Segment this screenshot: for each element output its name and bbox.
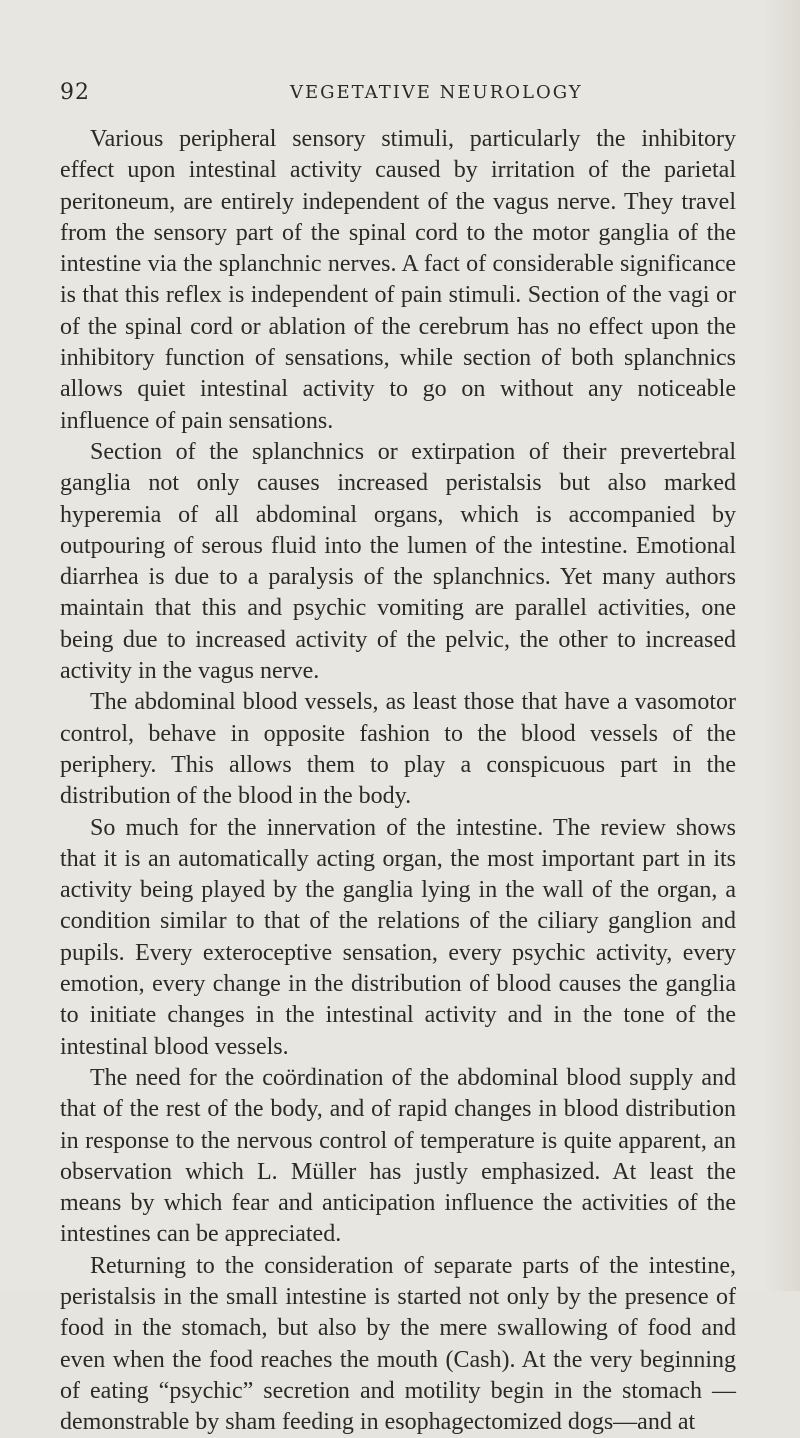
paragraph: Section of the splanchnics or extirpation of their prevertebral ganglia not only causes increased peristalsis but also marked hyperemia of all abdominal organs, which is accompanied by outpouring of serous fluid into the lumen of the intestine. Emotional diarrhea is due to a paralysis of the splanchnics. Yet many authors maintain that this and psychic vomiting are parallel activities, one being due to increased activity of the pelvic, the other to increased activity in the vagus nerve. [60, 438, 736, 685]
paragraph: So much for the innervation of the intestine. The review shows that it is an automatically acting organ, the most important part in its activity being played by the ganglia lying in the wall of the organ, a condition similar to that of the relations of the ciliary ganglion and pupils. Every exteroceptive sensation, every psychic activity, every emotion, every change in the distribution of blood causes the ganglia to initiate changes in the intestinal activity and in the tone of the intestinal blood vessels. [60, 814, 736, 1060]
page-edge-shadow [764, 0, 800, 1291]
paragraph: Various peripheral sensory stimuli, particularly the inhibitory effect upon intestinal activity caused by irritation of the parietal peritoneum, are entirely independent of the vagus nerve. They travel from the sensory part of the spinal cord to the motor ganglia of the intestine via the splanchnic nerves. A fact of considerable significance is that this reflex is independent of pain stimuli. Section of the vagi or of the spinal cord or ablation of the cerebrum has no effect upon the inhibitory function of sensations, while section of both splanchnics allows quiet intestinal activity to go on without any noticeable influence of pain sensations. [60, 126, 736, 434]
running-head: VEGETATIVE NEUROLOGY [290, 82, 583, 103]
page-header [60, 80, 736, 110]
page-number: 92 [60, 80, 90, 105]
paragraph: Returning to the consideration of separate parts of the intestine, peristalsis in the small intestine is started not only by the presence of food in the stomach, but also by the mere swallowing of food and even when the food reaches the mouth (Cash). At the very beginning of eating “psychic” secretion and motility begin in the stomach —demonstrable by sham feeding in esophagectomized dogs—and at [60, 1252, 736, 1436]
body-text [60, 124, 736, 1438]
paragraph: The need for the coördination of the abdominal blood supply and that of the rest of the body, and of rapid changes in blood distribution in response to the nervous control of temperature is quite apparent, an observation which L. Müller has justly emphasized. At least the means by which fear and anticipation influence the activities of the intestines can be appreciated. [60, 1064, 736, 1248]
paragraph: The abdominal blood vessels, as least those that have a vasomotor control, behave in opposite fashion to the blood vessels of the periphery. This allows them to play a conspicuous part in the distribution of the blood in the body. [60, 689, 736, 810]
